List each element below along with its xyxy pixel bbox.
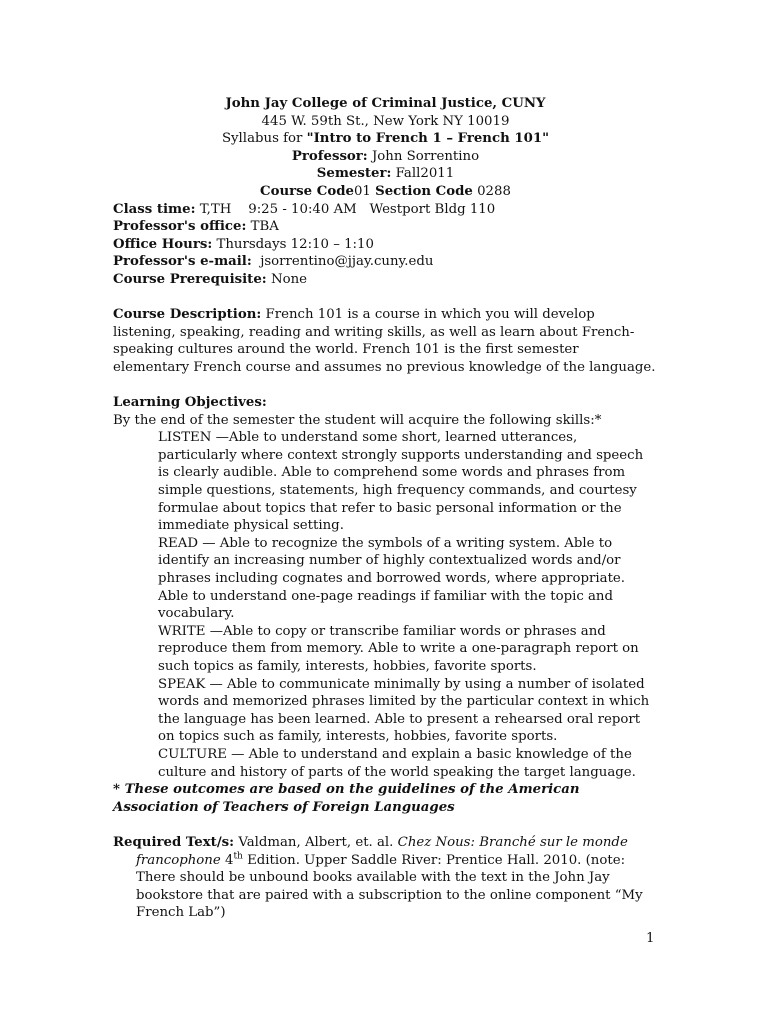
section-code-value: 0288	[477, 183, 511, 199]
prerequisite-label: Course Prerequisite:	[113, 271, 267, 287]
semester-line	[113, 165, 658, 183]
required-text-edition-number: 4	[220, 852, 234, 868]
class-time-line	[113, 201, 658, 219]
course-description-label: Course Description:	[113, 307, 262, 323]
page-number: 1	[646, 931, 655, 946]
course-codes-line	[113, 183, 658, 201]
required-text-title: Chez Nous: Branché sur le monde francophone	[136, 834, 628, 868]
office-value: TBA	[250, 219, 279, 235]
office-hours-label: Office Hours:	[113, 236, 213, 252]
syllabus-content	[113, 95, 658, 922]
professor-name: John Sorrentino	[371, 148, 480, 164]
course-code-value: 01	[353, 183, 371, 199]
objective-culture: CULTURE — Able to understand and explain a basic knowledge of the culture and history of parts of the world speaking the target language.	[158, 746, 636, 780]
prerequisite-line	[113, 271, 658, 289]
spacer	[113, 816, 658, 834]
objective-read: READ — Able to recognize the symbols of a writing system. Able to identify an increasing number of highly contextualized words and/or phrases including cognates and borrowed words, where appropriate. Able to understand one-page readings if familiar with the topic and vocabulary.	[158, 535, 626, 622]
required-text-label: Required Text/s:	[113, 834, 235, 850]
office-line	[113, 218, 658, 236]
learning-objectives-intro: By the end of the semester the student will acquire the following skills:*	[113, 412, 602, 428]
semester-value: Fall2011	[395, 166, 455, 182]
learning-objectives-heading: Learning Objectives:	[113, 395, 267, 411]
spacer	[113, 377, 658, 395]
required-text	[113, 834, 658, 922]
college-name: John Jay College of Criminal Justice, CUNY	[225, 96, 546, 111]
objective-listen: LISTEN —Able to understand some short, learned utterances, particularly where context strongly supports understanding and speech is clearly audible. Able to comprehend some words and phrases from simple questions, statements, high frequency commands, and courtesy formulae about topics that refer to basic personal information or the immediate physical setting.	[158, 430, 644, 534]
syllabus-title-line	[113, 130, 658, 148]
objectives-footnote: * These outcomes are based on the guidelines of the American Association of Teachers of Foreign Languages	[113, 782, 580, 815]
course-code-label: Course Code	[260, 183, 354, 199]
required-text-authors: Valdman, Albert, et. al.	[238, 834, 398, 850]
email-value[interactable]: jsorrentino@jjay.cuny.edu	[260, 254, 434, 270]
office-hours-line	[113, 236, 658, 254]
email-line	[113, 253, 658, 271]
course-description	[113, 306, 658, 376]
professor-label: Professor:	[291, 148, 368, 164]
objective-speak: SPEAK — Able to communicate minimally by using a number of isolated words and memorized phrases limited by the particular context in which the language has been learned. Able to present a rehearsed oral report on topics such as family, interests, hobbies, favorite sports.	[158, 676, 650, 745]
course-title: "Intro to French 1 – French 101"	[306, 131, 550, 147]
required-text-details: Edition. Upper Saddle River: Prentice Hall. 2010. (note: There should be unbound books available with the text in the John Jay bookstore that are paired with a subscription to the online component “My French Lab”)	[136, 852, 643, 921]
office-label: Professor's office:	[113, 219, 247, 235]
prerequisite-value: None	[270, 271, 308, 287]
section-code-label: Section Code	[375, 183, 473, 199]
learning-objectives-list	[113, 429, 658, 781]
class-time-label: Class time:	[113, 201, 196, 217]
class-time-value: T,TH 9:25 - 10:40 AM Westport Bldg 110	[199, 201, 496, 217]
course-description-text: French 101 is a course in which you will develop listening, speaking, reading and writing skills, as well as learn about French-speaking cultures around the world. French 101 is the first semester elementary French course and assumes no previous knowledge of the language.	[113, 307, 656, 375]
objective-write: WRITE —Able to copy or transcribe familiar words or phrases and reproduce them from memory. Able to write a one-paragraph report on such topics as family, interests, hobbies, favorite sports.	[158, 623, 639, 674]
office-hours-value: Thursdays 12:10 – 1:10	[216, 236, 374, 252]
syllabus-prefix: Syllabus for	[221, 131, 307, 147]
semester-label: Semester:	[316, 166, 392, 182]
spacer	[113, 289, 658, 307]
email-label: Professor's e-mail:	[113, 254, 252, 270]
professor-line	[113, 148, 658, 166]
college-address: 445 W. 59th St., New York NY 10019	[261, 113, 510, 129]
required-text-edition-suffix: th	[233, 851, 243, 862]
